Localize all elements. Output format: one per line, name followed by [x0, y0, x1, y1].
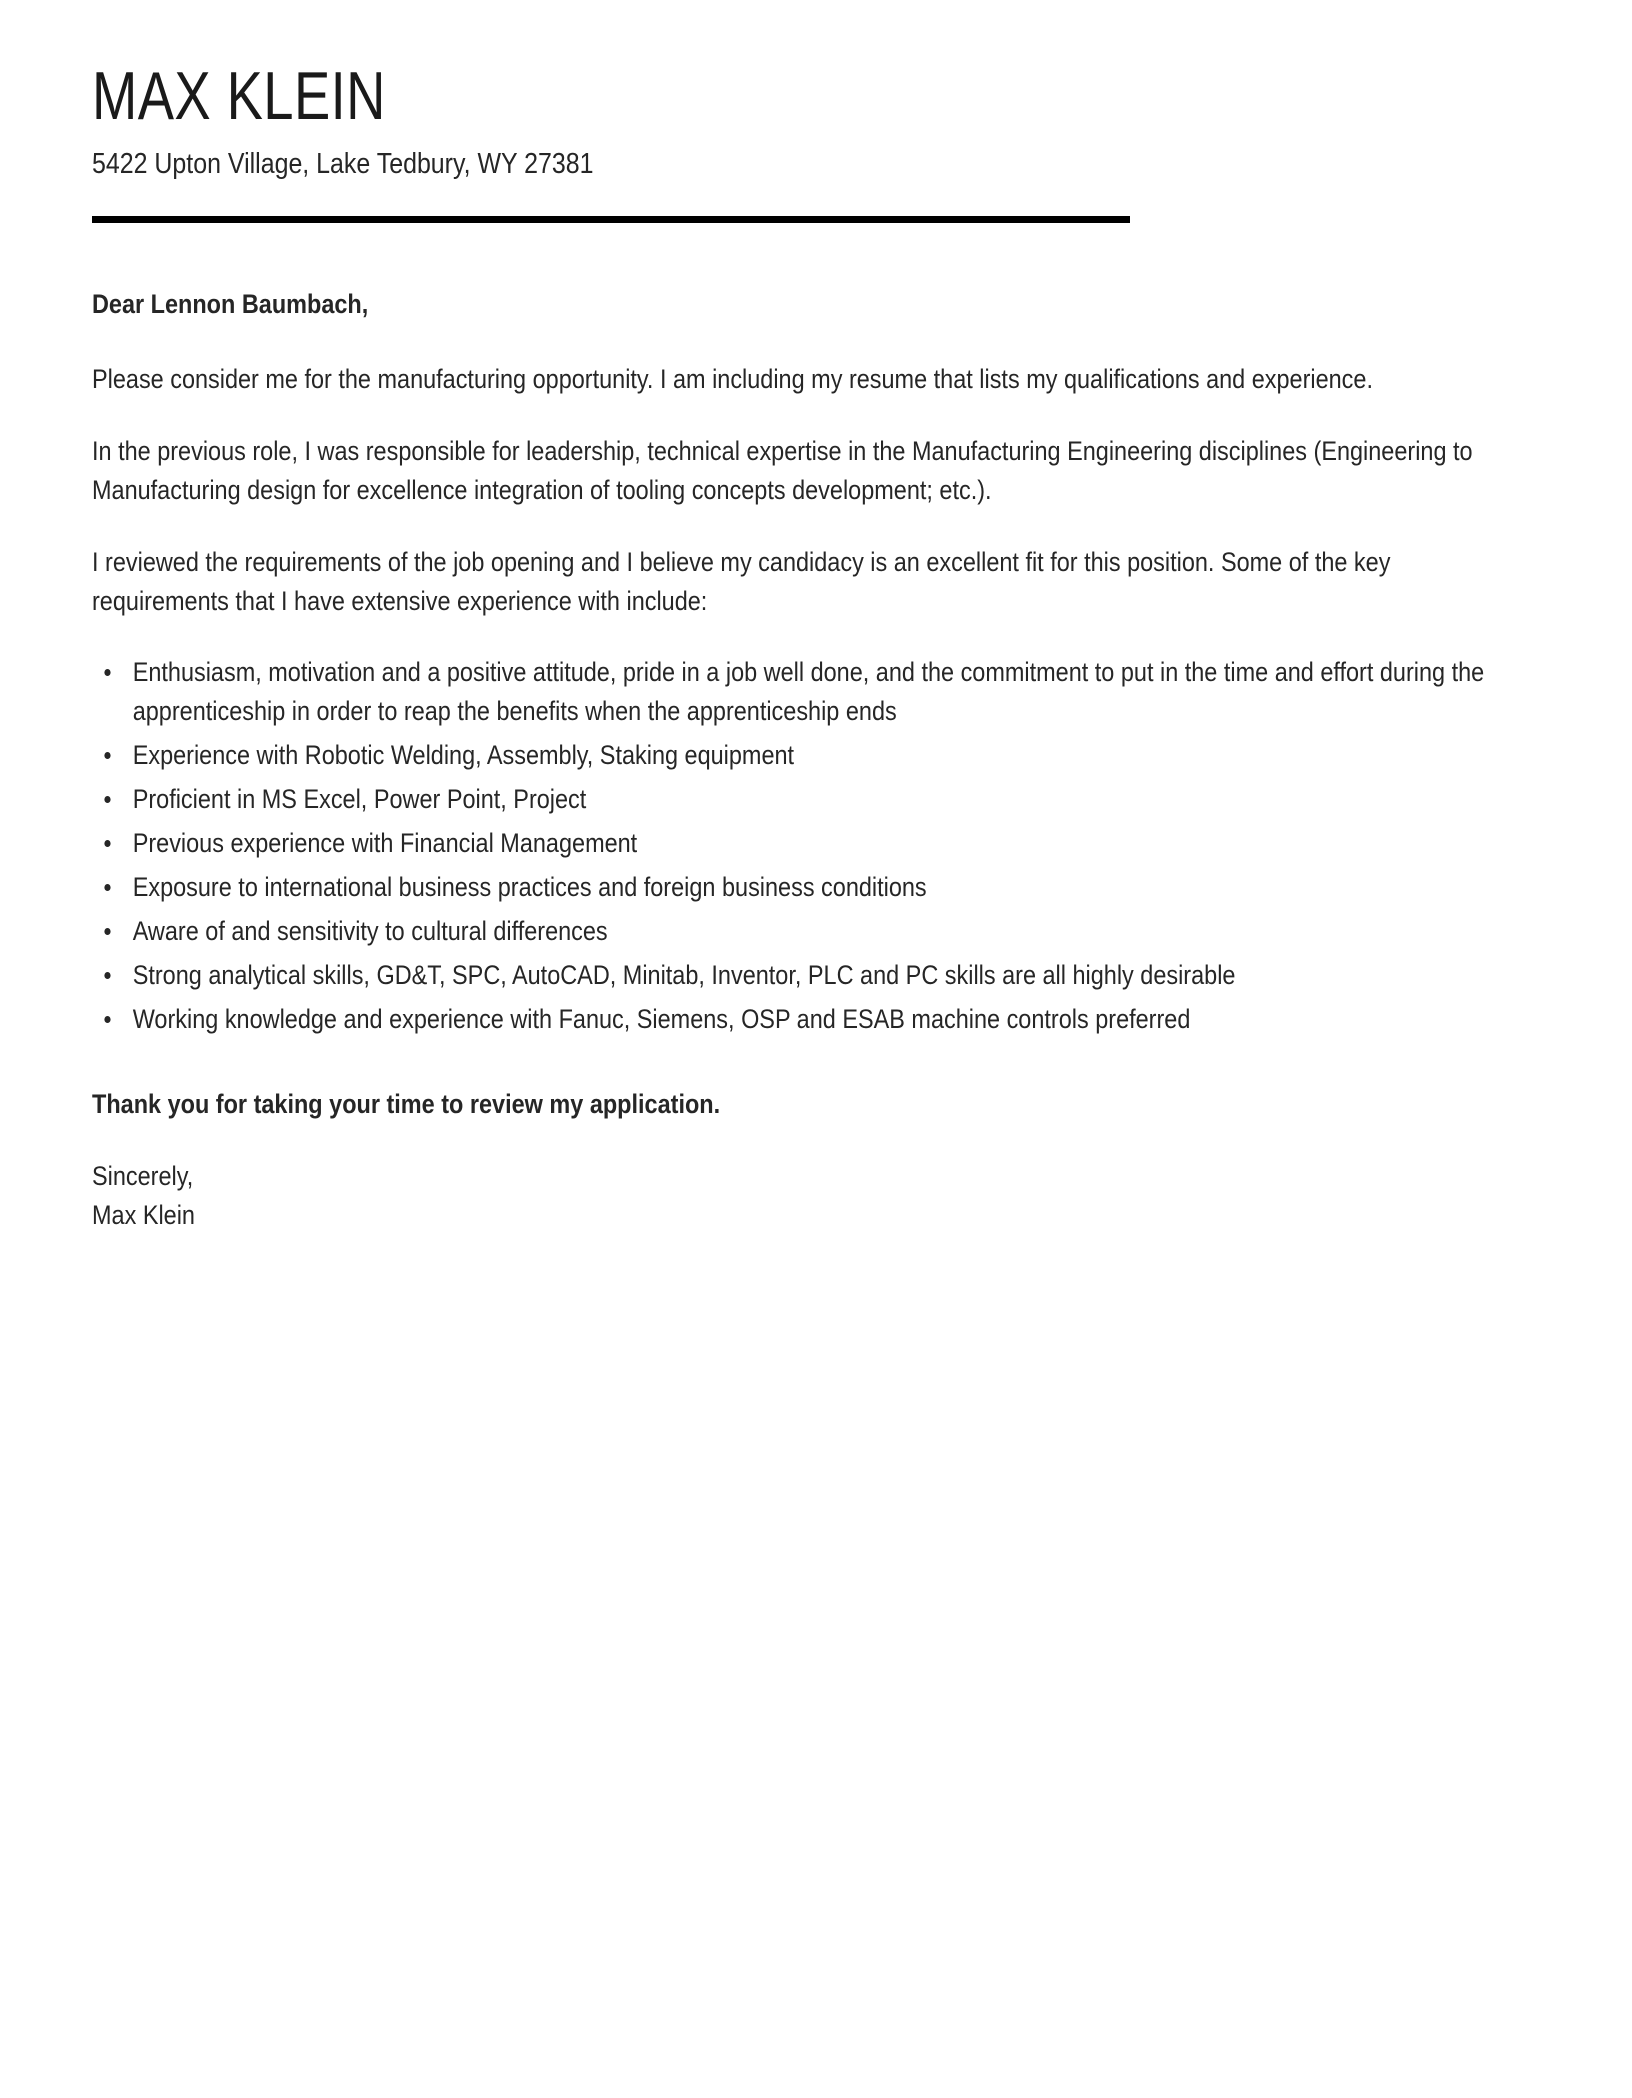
closing-salutation: Sincerely,	[92, 1161, 194, 1192]
qualification-item: Working knowledge and experience with Fanuc, Siemens, OSP and ESAB machine controls preferred	[92, 1000, 1531, 1039]
applicant-address: 5422 Upton Village, Lake Tedbury, WY 27381	[92, 148, 594, 181]
thank-you-line: Thank you for taking your time to review my application.	[92, 1089, 721, 1120]
qualification-item: Exposure to international business practices and foreign business conditions	[92, 868, 1531, 907]
qualifications-list	[92, 653, 1531, 1039]
salutation: Dear Lennon Baumbach,	[92, 288, 369, 319]
experience-paragraph: In the previous role, I was responsible for leadership, technical expertise in the Manufacturing Engineering disciplines (Engineering to Manufacturing design for excellence integration of tooling concepts development; etc.).	[92, 435, 1473, 505]
signature-block	[92, 1157, 1532, 1235]
letter-container	[92, 0, 1532, 1235]
qualification-item: Strong analytical skills, GD&T, SPC, AutoCAD, Minitab, Inventor, PLC and PC skills are all highly desirable	[92, 956, 1531, 995]
qualification-item: Aware of and sensitivity to cultural differences	[92, 912, 1531, 951]
applicant-name: MAX KLEIN	[92, 58, 386, 134]
qualification-item: Previous experience with Financial Management	[92, 824, 1531, 863]
letter-body	[92, 285, 1532, 1235]
qualification-item: Enthusiasm, motivation and a positive attitude, pride in a job well done, and the commitment to put in the time and effort during the apprenticeship in order to reap the benefits when the apprenticeship ends	[92, 653, 1531, 731]
qualification-item: Experience with Robotic Welding, Assembly, Staking equipment	[92, 736, 1531, 775]
signature-name: Max Klein	[92, 1199, 195, 1230]
header-divider	[92, 216, 1130, 223]
requirements-paragraph: I reviewed the requirements of the job opening and I believe my candidacy is an excellent fit for this position. Some of the key requirements that I have extensive experience with include:	[92, 546, 1391, 616]
intro-paragraph: Please consider me for the manufacturing opportunity. I am including my resume that lists my qualifications and experience.	[92, 363, 1373, 394]
letterhead	[92, 0, 1532, 223]
qualification-item: Proficient in MS Excel, Power Point, Project	[92, 780, 1531, 819]
